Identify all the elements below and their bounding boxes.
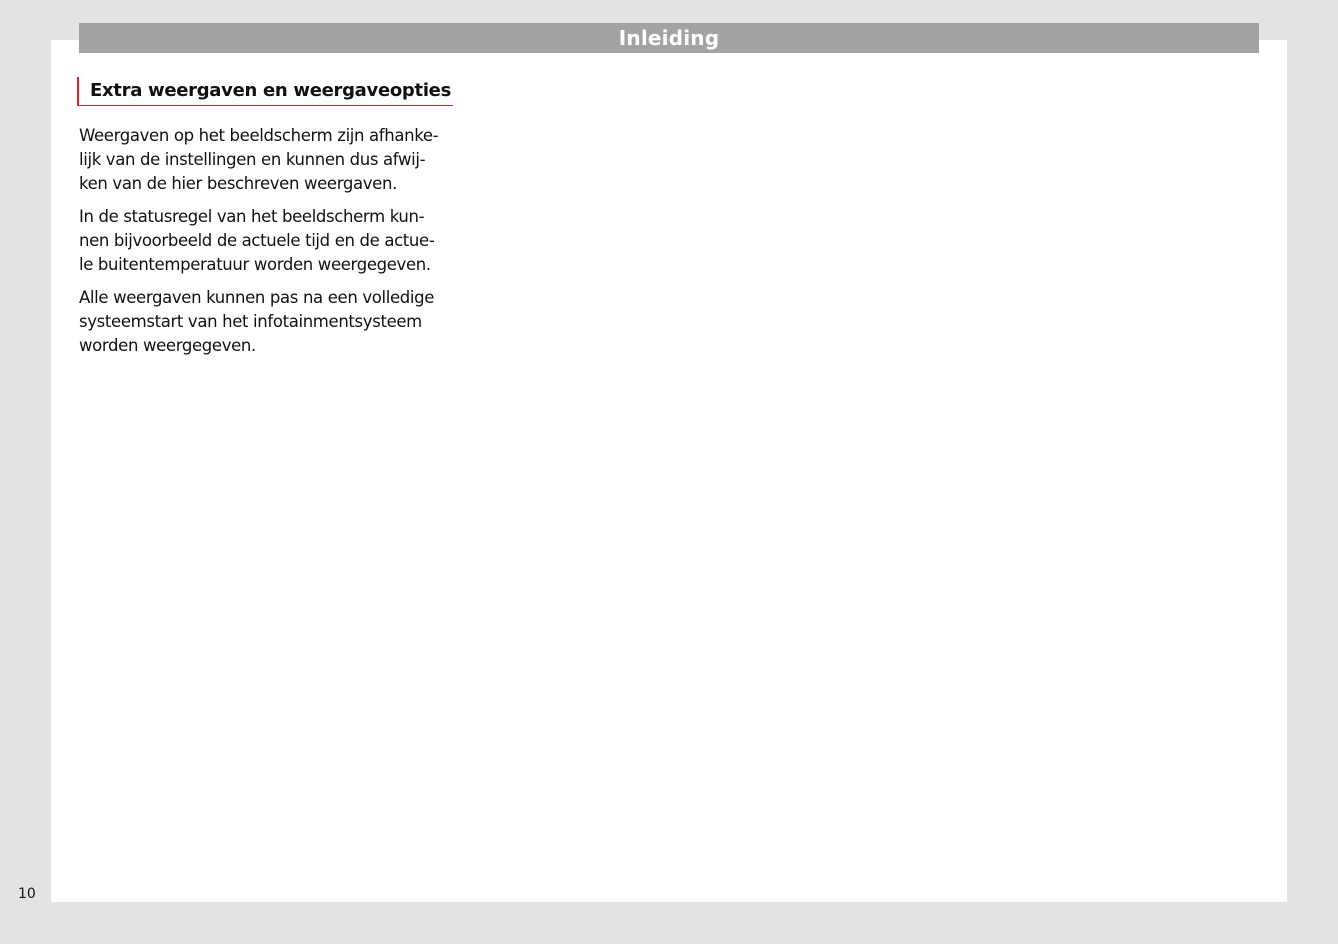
section-heading-text: Extra weergaven en weergaveopties — [90, 80, 452, 101]
paragraph-line: lijk van de instellingen en kunnen dus afwij- — [79, 150, 426, 169]
paragraph-line: systeemstart van het infotainmentsysteem — [79, 312, 422, 331]
paragraph-line: le buitentemperatuur worden weergegeven. — [79, 255, 431, 274]
paragraph — [79, 124, 459, 196]
page-number: 10 — [18, 886, 36, 902]
paragraph-line: worden weergegeven. — [79, 336, 256, 355]
section-body — [79, 124, 459, 367]
paragraph-line: nen bijvoorbeeld de actuele tijd en de actue- — [79, 231, 435, 250]
paragraph-line: In de statusregel van het beeldscherm kun- — [79, 207, 425, 226]
paragraph-line: Alle weergaven kunnen pas na een volledige — [79, 288, 435, 307]
paragraph — [79, 205, 459, 277]
chapter-title: Inleiding — [618, 26, 720, 50]
paragraph — [79, 286, 459, 358]
paragraph-line: Weergaven op het beeldscherm zijn afhanke- — [79, 126, 439, 145]
paragraph-line: ken van de hier beschreven weergaven. — [79, 174, 397, 193]
section-heading — [77, 77, 453, 106]
chapter-header — [79, 23, 1259, 53]
